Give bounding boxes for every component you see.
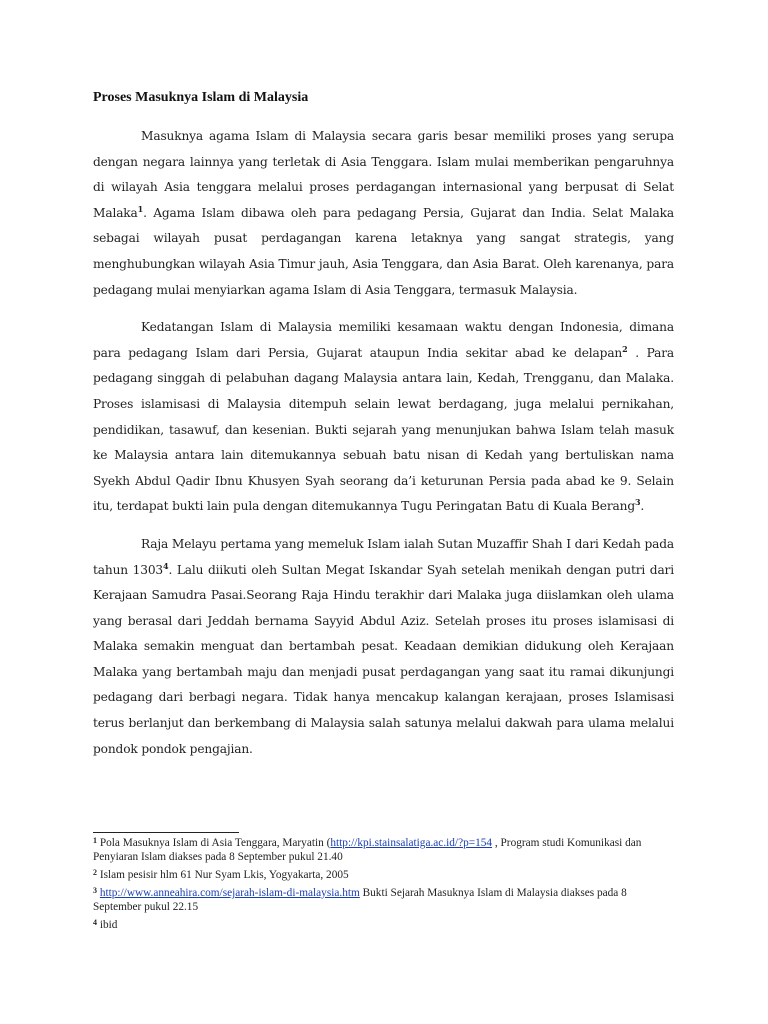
footnote-ref-3[interactable]: 3: [634, 497, 641, 508]
footnote-3: [93, 886, 674, 914]
paragraph-3: [93, 532, 674, 762]
footnote-1-link[interactable]: http://kpi.stainsalatiga.ac.id/?p=154: [330, 837, 493, 849]
footnote-2-text: Islam pesisir hlm 61 Nur Syam Lkis, Yogyakarta, 2005: [97, 869, 349, 881]
footnote-1: [93, 836, 674, 864]
paragraph-1: [93, 124, 674, 303]
footnote-1-text: Pola Masuknya Islam di Asia Tenggara, Maryatin (: [97, 837, 331, 849]
paragraph-1-text-b: . Agama Islam dibawa oleh para pedagang Persia, Gujarat dan India. Selat Malaka sebagai wilayah pusat perdagangan karena letaknya yang sangat strategis, yang menghubungkan wilayah Asia Timur jauh, Asia Tenggara, dan Asia Barat. Oleh karenanya, para pedagang mulai menyiarkan agama Islam di Asia Tenggara, termasuk Malaysia.: [93, 205, 674, 297]
footnotes-section: [93, 832, 674, 936]
footnote-ref-4[interactable]: 4: [163, 560, 169, 571]
footnote-ref-1[interactable]: 1: [137, 203, 144, 214]
footnote-number: 3: [93, 886, 97, 895]
paragraph-3-text-a: Raja Melayu pertama yang memeluk Islam ialah Sutan Muzaffir Shah I dari Kedah pada tahun 1303: [93, 536, 674, 577]
footnote-ref-2[interactable]: 2: [622, 343, 628, 354]
paragraph-3-text-b: . Lalu diikuti oleh Sultan Megat Iskandar Syah setelah menikah dengan putri dari Kerajaan Samudra Pasai.Seorang Raja Hindu terakhir dari Malaka juga diislamkan oleh ulama yang berasal dari Jeddah bernama Sayyid Abdul Aziz. Setelah proses itu proses islamisasi di Malaka semakin menguat dan bertambah pesat. Keadaan demikian didukung oleh Kerajaan Malaka yang bertambah maju dan menjadi pusat perdagangan yang saat itu ramai dikunjungi pedagang dari berbagi negara. Tidak hanya mencakup kalangan kerajaan, proses Islamisasi terus berlanjut dan berkembang di Malaysia salah satunya melalui dakwah para ulama melalui pondok pondok pengajian.: [93, 562, 674, 756]
paragraph-1-text-a: Masuknya agama Islam di Malaysia secara garis besar memiliki proses yang serupa dengan negara lainnya yang terletak di Asia Tenggara. Islam mulai memberikan pengaruhnya di wilayah Asia tenggara melalui proses perdagangan internasional yang berpusat di Selat Malaka: [93, 129, 674, 220]
footnote-number: 4: [93, 918, 97, 927]
footnote-4-text: ibid: [97, 919, 118, 931]
paragraph-2: [93, 315, 674, 520]
paragraph-2-text-a: Kedatangan Islam di Malaysia memiliki kesamaan waktu dengan Indonesia, dimana para pedagang Islam dari Persia, Gujarat ataupun India sekitar abad ke delapan: [93, 320, 674, 360]
footnote-number: 2: [93, 868, 97, 877]
paragraph-2-text-c: .: [640, 499, 645, 514]
footnote-number: 1: [93, 836, 97, 845]
footnote-4: [93, 918, 674, 932]
footnote-separator: [93, 832, 239, 833]
footnote-2: [93, 868, 674, 882]
page-title: Proses Masuknya Islam di Malaysia: [93, 90, 309, 105]
paragraph-2-text-b: . Para pedagang singgah di pelabuhan dagang Malaysia antara lain, Kedah, Trengganu, dan Malaka. Proses islamisasi di Malaysia ditempuh selain lewat berdagang, juga melalui pernikahan, pendidikan, tasawuf, dan kesenian. Bukti sejarah yang menunjukan bahwa Islam telah masuk ke Malaysia antara lain ditemukannya sebuah batu nisan di Kedah yang bertuliskan nama Syekh Abdul Qadir Ibnu Khusyen Syah seorang da’i keturunan Persia pada abad ke 9. Selain itu, terdapat bukti lain pula dengan ditemukannya Tugu Peringatan Batu di Kuala Berang: [93, 345, 674, 514]
footnote-3-text-post: Bukti Sejarah Masuknya Islam di Malaysia diakses pada 8 September pukul 22.15: [93, 887, 627, 913]
footnote-1-text-post: , Program studi Komunikasi dan Penyiaran Islam diakses pada 8 September pukul 21.40: [93, 837, 642, 863]
footnote-3-link[interactable]: http://www.anneahira.com/sejarah-islam-di-malaysia.htm: [99, 887, 360, 899]
